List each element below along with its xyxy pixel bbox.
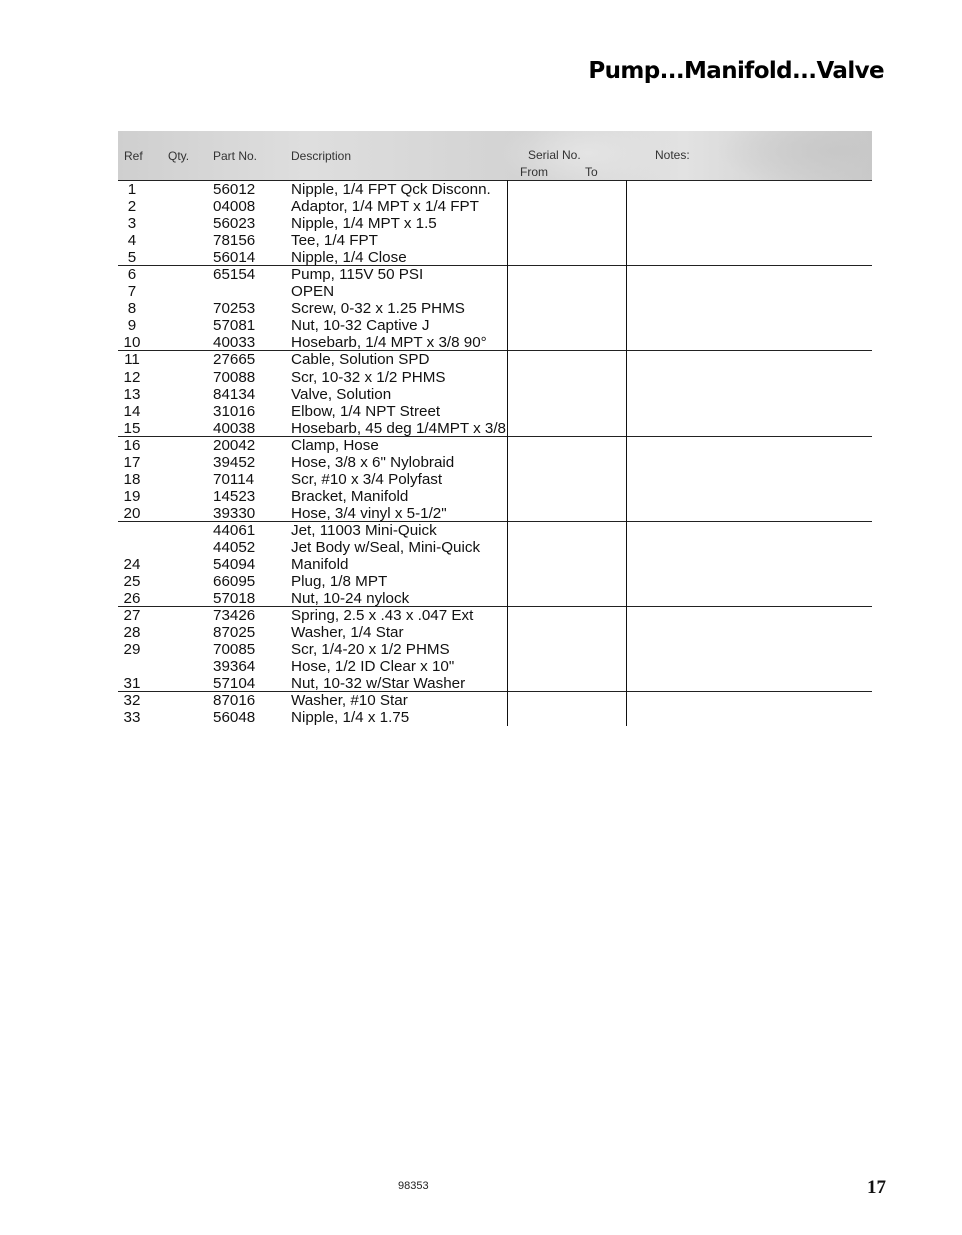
row-part-no: 56048 — [213, 709, 256, 727]
table-header — [118, 131, 872, 181]
table-row — [118, 232, 872, 249]
row-ref: 2 — [127, 198, 137, 216]
table-row — [118, 590, 872, 607]
row-description: Hose, 1/2 ID Clear x 10" — [291, 658, 455, 676]
row-ref: 33 — [123, 709, 141, 727]
header-ref: Ref — [124, 149, 143, 163]
row-ref: 3 — [127, 215, 137, 233]
row-part-no: 57081 — [213, 317, 256, 335]
row-part-no: 39330 — [213, 504, 256, 522]
row-ref: 29 — [123, 641, 141, 659]
table-row — [118, 215, 872, 232]
row-ref: 32 — [123, 692, 141, 710]
row-part-no: 73426 — [213, 607, 256, 625]
row-description: Jet, 11003 Mini-Quick — [291, 521, 437, 539]
row-description: Nut, 10-32 w/Star Washer — [291, 675, 466, 693]
row-description: Scr, 1/4-20 x 1/2 PHMS — [291, 641, 450, 659]
row-ref: 14 — [123, 402, 141, 420]
row-part-no: 70253 — [213, 300, 256, 318]
row-description: Cable, Solution SPD — [291, 351, 430, 369]
document-code: 98353 — [398, 1180, 429, 1192]
row-description: Nipple, 1/4 Close — [291, 249, 407, 267]
row-part-no: 70085 — [213, 641, 256, 659]
row-part-no: 14523 — [213, 487, 256, 505]
table-row — [118, 403, 872, 420]
row-description: Scr, #10 x 3/4 Polyfast — [291, 470, 443, 488]
row-part-no: 66095 — [213, 573, 256, 591]
row-part-no: 57104 — [213, 675, 256, 693]
row-ref: 18 — [123, 470, 141, 488]
table-row — [118, 539, 872, 556]
row-part-no: 84134 — [213, 385, 256, 403]
row-part-no: 04008 — [213, 198, 256, 216]
table-row — [118, 641, 872, 658]
row-description: Hosebarb, 45 deg 1/4MPT x 3/8 — [291, 419, 507, 437]
row-description: Valve, Solution — [291, 385, 392, 403]
row-description: Washer, #10 Star — [291, 692, 408, 710]
row-part-no: 87016 — [213, 692, 256, 710]
table-row — [118, 317, 872, 334]
row-description: Elbow, 1/4 NPT Street — [291, 402, 441, 420]
row-ref: 5 — [127, 249, 137, 267]
table-row — [118, 420, 872, 437]
table-row — [118, 198, 872, 215]
header-part-no: Part No. — [213, 149, 258, 163]
row-part-no: 70114 — [213, 470, 255, 488]
row-ref: 27 — [123, 607, 141, 625]
row-ref: 10 — [123, 334, 141, 352]
table-row — [118, 181, 872, 198]
table-body — [118, 181, 872, 727]
table-row — [118, 709, 872, 726]
row-ref: 8 — [127, 300, 137, 318]
table-row — [118, 573, 872, 590]
row-part-no: 44061 — [213, 521, 256, 539]
header-notes: Notes: — [655, 148, 690, 162]
row-description: OPEN — [291, 283, 335, 301]
row-description: Hose, 3/4 vinyl x 5-1/2" — [291, 504, 447, 522]
row-part-no: 27665 — [213, 351, 256, 369]
parts-table — [118, 131, 872, 727]
row-description: Hosebarb, 1/4 MPT x 3/8 90° — [291, 334, 487, 352]
row-ref: 28 — [123, 624, 141, 642]
row-part-no: 20042 — [213, 436, 256, 454]
row-ref: 9 — [127, 317, 137, 335]
row-ref: 16 — [123, 436, 141, 454]
table-row — [118, 454, 872, 471]
header-from: From — [520, 165, 548, 179]
row-description: Jet Body w/Seal, Mini-Quick — [291, 538, 481, 556]
table-row — [118, 692, 872, 709]
row-part-no: 44052 — [213, 538, 256, 556]
row-ref: 19 — [123, 487, 141, 505]
row-ref: 26 — [123, 590, 141, 608]
row-part-no: 56014 — [213, 249, 256, 267]
row-ref: 12 — [123, 368, 141, 386]
table-row — [118, 386, 872, 403]
row-part-no: 54094 — [213, 556, 256, 574]
row-part-no: 31016 — [213, 402, 256, 420]
table-row — [118, 300, 872, 317]
table-row — [118, 266, 872, 283]
row-description: Nipple, 1/4 FPT Qck Disconn. — [291, 181, 491, 198]
row-part-no: 40038 — [213, 419, 256, 437]
row-description: Pump, 115V 50 PSI — [291, 266, 424, 284]
row-description: Plug, 1/8 MPT — [291, 573, 388, 591]
row-description: Nipple, 1/4 MPT x 1.5 — [291, 215, 437, 233]
header-serial-no: Serial No. — [528, 148, 581, 162]
table-row — [118, 249, 872, 266]
row-description: Washer, 1/4 Star — [291, 624, 404, 642]
row-part-no: 57018 — [213, 590, 256, 608]
row-description: Bracket, Manifold — [291, 487, 409, 505]
row-part-no: 70088 — [213, 368, 256, 386]
row-part-no: 65154 — [213, 266, 256, 284]
row-ref: 24 — [123, 556, 141, 574]
row-ref: 1 — [127, 181, 137, 198]
page-title: Pump...Manifold...Valve — [588, 58, 884, 84]
table-row — [118, 624, 872, 641]
row-ref: 25 — [123, 573, 141, 591]
row-ref: 11 — [124, 351, 140, 369]
row-ref: 6 — [127, 266, 137, 284]
row-description: Adaptor, 1/4 MPT x 1/4 FPT — [291, 198, 479, 216]
header-to: To — [585, 165, 598, 179]
row-part-no: 40033 — [213, 334, 256, 352]
header-qty: Qty. — [168, 149, 190, 163]
row-description: Tee, 1/4 FPT — [291, 232, 378, 250]
row-description: Nut, 10-32 Captive J — [291, 317, 430, 335]
row-description: Hose, 3/8 x 6" Nylobraid — [291, 453, 455, 471]
table-row — [118, 488, 872, 505]
row-ref: 7 — [127, 283, 137, 301]
row-description: Clamp, Hose — [291, 436, 379, 454]
table-row — [118, 471, 872, 488]
row-part-no: 87025 — [213, 624, 256, 642]
table-row — [118, 658, 872, 675]
row-part-no: 56012 — [213, 181, 256, 198]
table-row — [118, 556, 872, 573]
row-part-no: 39452 — [213, 453, 256, 471]
table-row — [118, 437, 872, 454]
table-row — [118, 607, 872, 624]
row-description: Nut, 10-24 nylock — [291, 590, 410, 608]
row-ref: 17 — [123, 453, 141, 471]
row-description: Scr, 10-32 x 1/2 PHMS — [291, 368, 446, 386]
page-number: 17 — [867, 1177, 886, 1198]
row-part-no: 78156 — [213, 232, 256, 250]
table-row — [118, 505, 872, 522]
row-part-no: 39364 — [213, 658, 256, 676]
row-ref: 31 — [123, 675, 141, 693]
row-ref: 4 — [127, 232, 137, 250]
row-part-no: 56023 — [213, 215, 256, 233]
row-description: Manifold — [291, 556, 349, 574]
table-row — [118, 369, 872, 386]
header-description: Description — [291, 149, 352, 163]
table-row — [118, 334, 872, 351]
row-description: Nipple, 1/4 x 1.75 — [291, 709, 410, 727]
row-ref: 13 — [123, 385, 141, 403]
row-ref: 20 — [123, 504, 141, 522]
table-row — [118, 522, 872, 539]
table-row — [118, 675, 872, 692]
table-row — [118, 351, 872, 368]
row-ref: 15 — [123, 419, 141, 437]
table-row — [118, 283, 872, 300]
row-description: Spring, 2.5 x .43 x .047 Ext — [291, 607, 474, 625]
row-description: Screw, 0-32 x 1.25 PHMS — [291, 300, 465, 318]
